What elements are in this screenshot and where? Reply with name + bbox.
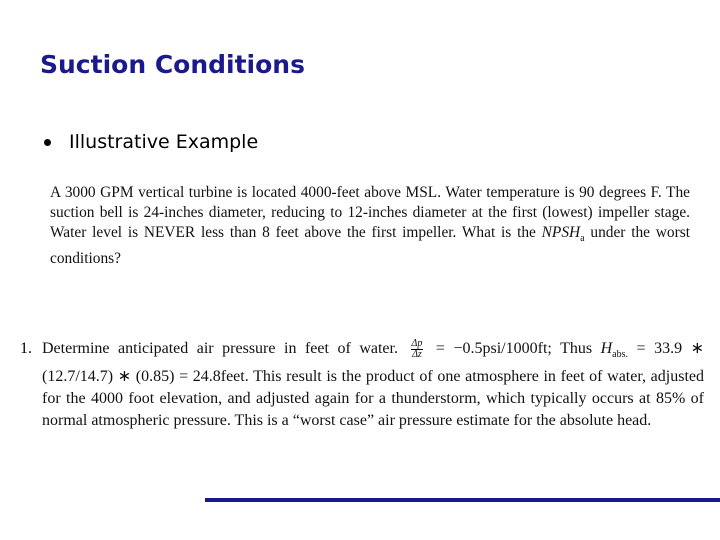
bullet-item (44, 131, 258, 153)
h-subscript: abs. (612, 349, 629, 361)
bullet-label: Illustrative Example (69, 131, 259, 153)
example-text-after: under the worst conditions? (50, 224, 690, 268)
pressure-gradient-fraction (411, 339, 424, 360)
example-text-before: A 3000 GPM vertical turbine is located 4000-feet above MSL. Water temperature is 90 degrees F. The suction bell is 24-inches diameter, reducing to 12-inches diameter at the first (lowest) impeller stage. Water level is NEVER less than 8 feet above the first impeller. What is the (50, 184, 690, 241)
fraction-denominator: Δz (412, 348, 422, 360)
step-number: 1. (20, 340, 32, 357)
step-intro: Determine anticipated air pressure in feet of water. (42, 340, 398, 357)
footer-rule (205, 498, 720, 502)
slide-title: Suction Conditions (40, 50, 305, 79)
h-equation: = 33.9 ∗ (12.7/14.7) ∗ (0.85) = 24.8feet. (42, 340, 705, 386)
h-symbol: H (600, 340, 613, 357)
step-rest: This result is the product of one atmosphere in feet of water, adjusted for the 4000 foot elevation, and adjusted again for a thunderstorm, which typically occurs at 85% of normal atmospheric pressure. This is a “worst case” air pressure estimate for the absolute head. (42, 368, 704, 430)
pressure-rate: = −0.5psi/1000ft; Thus (435, 340, 593, 357)
fraction-numerator: Δp (411, 337, 423, 349)
step-paragraph (42, 338, 704, 432)
bullet-icon (44, 139, 51, 146)
npsh-symbol: NPSH (541, 224, 581, 241)
example-paragraph (50, 183, 690, 269)
npsh-subscript: a (580, 233, 585, 245)
